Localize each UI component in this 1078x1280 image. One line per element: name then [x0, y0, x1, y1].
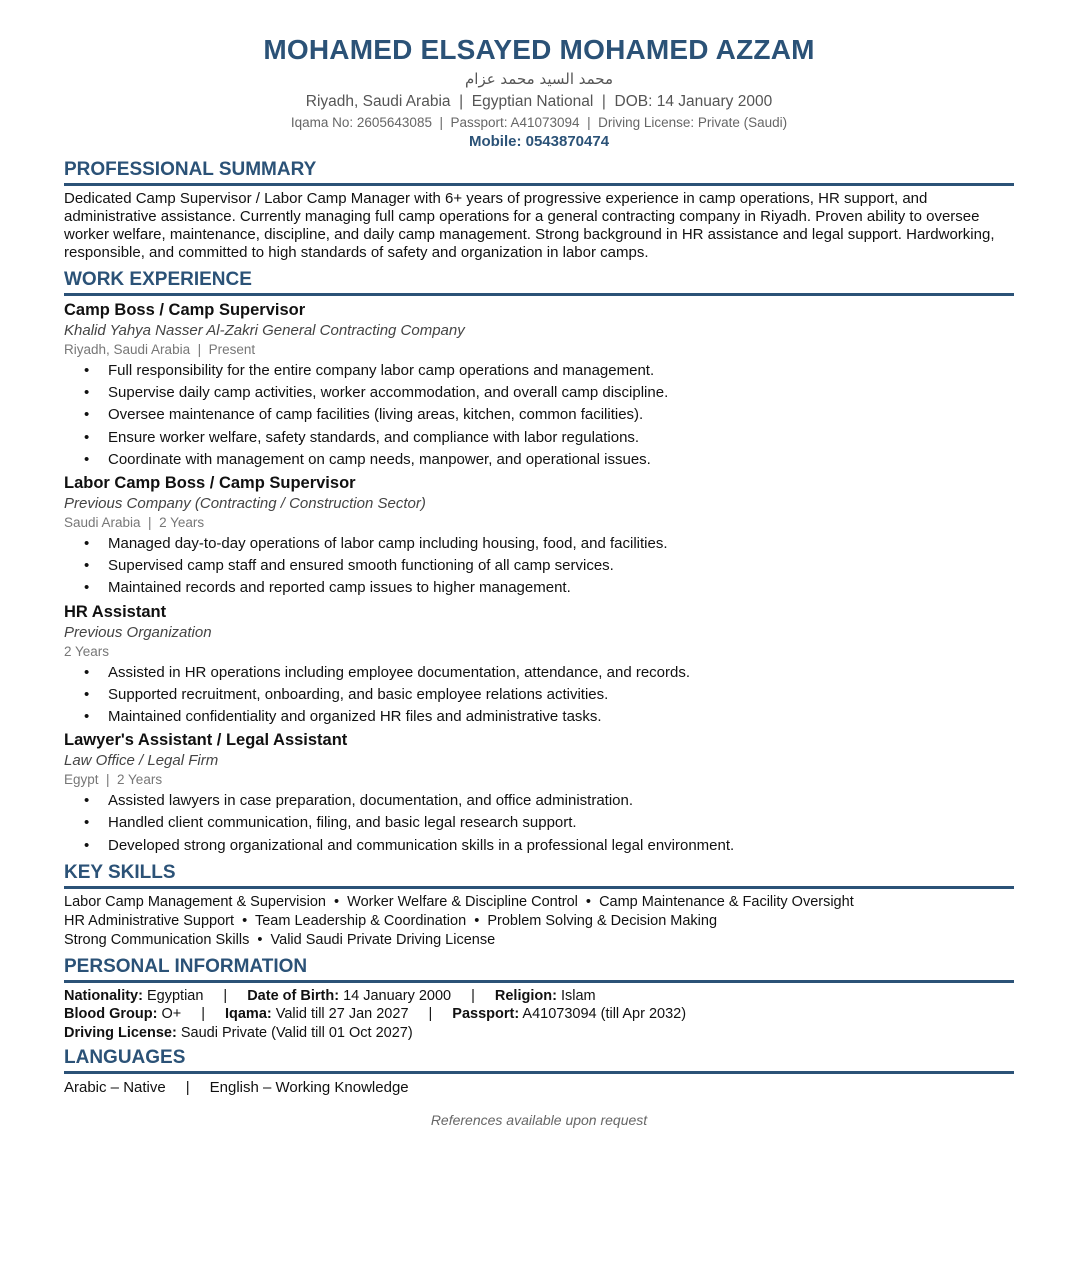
bullet-item: • Coordinate with management on camp needs, manpower, and operational issues.	[64, 449, 1014, 471]
separator: |	[471, 987, 475, 1004]
section-title-languages: LANGUAGES	[64, 1046, 1014, 1074]
bullet-item: • Supervised camp staff and ensured smooth functioning of all camp services.	[64, 555, 1014, 577]
job-bullets	[64, 790, 1014, 857]
skills-line: HR Administrative Support • Team Leadership & Coordination • Problem Solving & Decision Making	[64, 912, 718, 929]
religion-value: Islam	[560, 987, 596, 1004]
bullet-item: • Supported recruitment, onboarding, and basic employee relations activities.	[64, 684, 1014, 706]
job-entry	[64, 602, 1014, 729]
job-location: Egypt | 2 Years	[64, 772, 163, 788]
job-company: Law Office / Legal Firm	[64, 752, 219, 770]
job-entry	[64, 730, 1014, 857]
section-title-skills: KEY SKILLS	[64, 861, 1014, 889]
job-bullets	[64, 533, 1014, 600]
iqama-label: Iqama:	[224, 1006, 272, 1023]
job-company: Previous Company (Contracting / Construction Sector)	[64, 495, 426, 513]
separator: |	[223, 987, 228, 1004]
job-title: Labor Camp Boss / Camp Supervisor	[64, 474, 356, 493]
resume-body	[64, 158, 1014, 1128]
dob-value: 14 January 2000	[343, 987, 452, 1004]
bullet-item: • Maintained confidentiality and organized HR files and administrative tasks.	[64, 706, 1014, 728]
job-title: Camp Boss / Camp Supervisor	[64, 301, 306, 319]
personal-row	[64, 987, 1014, 1006]
iqama-value: Valid till 27 Jan 2027	[275, 1006, 409, 1023]
bullet-item: • Full responsibility for the entire company labor camp operations and management.	[64, 360, 1014, 382]
dob-label: Date of Birth:	[247, 987, 340, 1004]
passport-label: Passport:	[452, 1006, 520, 1023]
id-documents-line: Iqama No: 2605643085 | Passport: A41073094 | Driving License: Private (Saudi)	[290, 115, 788, 130]
job-title: Lawyer's Assistant / Legal Assistant	[64, 731, 348, 750]
bullet-item: • Assisted in HR operations including employee documentation, attendance, and records.	[64, 662, 1014, 684]
location-nationality-dob: Riyadh, Saudi Arabia | Egyptian National | DOB: 14 January 2000	[305, 93, 773, 110]
blood-group-value: O+	[161, 1006, 182, 1023]
skills-line: Labor Camp Management & Supervision • Worker Welfare & Discipline Control • Camp Maintenance & Facility Oversight	[64, 893, 854, 910]
section-title-summary: PROFESSIONAL SUMMARY	[64, 158, 1014, 186]
key-skills	[64, 893, 1014, 950]
candidate-name: MOHAMED ELSAYED MOHAMED AZZAM	[263, 34, 815, 65]
bullet-item: • Managed day-to-day operations of labor camp including housing, food, and facilities.	[64, 533, 1014, 555]
personal-information	[64, 987, 1014, 1043]
job-location: Riyadh, Saudi Arabia | Present	[64, 342, 256, 357]
language-arabic: Arabic – Native	[64, 1079, 166, 1097]
job-title: HR Assistant	[64, 602, 167, 621]
job-entry	[64, 473, 1014, 600]
personal-row	[64, 1024, 1014, 1043]
separator: |	[201, 1006, 205, 1023]
bullet-item: • Handled client communication, filing, and basic legal research support.	[64, 812, 1014, 834]
bullet-item: • Ensure worker welfare, safety standards, and compliance with labor regulations.	[64, 427, 1014, 449]
separator: |	[428, 1006, 433, 1023]
job-location: Saudi Arabia | 2 Years	[64, 515, 205, 531]
driving-license-value: Saudi Private (Valid till 01 Oct 2027)	[180, 1024, 413, 1041]
bullet-item: • Oversee maintenance of camp facilities (living areas, kitchen, common facilities).	[64, 404, 1014, 426]
job-bullets	[64, 662, 1014, 729]
candidate-arabic-name: محمد السيد محمد عزام	[464, 70, 614, 88]
driving-license-label: Driving License:	[64, 1024, 177, 1041]
bullet-item: • Developed strong organizational and communication skills in a professional legal environment.	[64, 835, 1014, 857]
references-note: References available upon request	[430, 1112, 648, 1129]
job-company: Previous Organization	[64, 623, 212, 641]
separator: |	[185, 1079, 190, 1097]
nationality-label: Nationality:	[64, 987, 143, 1004]
professional-summary: Dedicated Camp Supervisor / Labor Camp Manager with 6+ years of progressive experience in camp operations, HR support, and administrative assistance. Currently managing full camp operations for a general contracting company in Riyadh. Proven ability to oversee worker welfare, maintenance, discipline, and daily camp management. Strong background in HR assistance and legal support. Hardworking, responsible, and committed to high standards of safety and organization in labor camps.	[64, 190, 995, 261]
section-title-experience: WORK EXPERIENCE	[64, 268, 1014, 296]
bullet-item: • Maintained records and reported camp issues to higher management.	[64, 577, 1014, 599]
personal-row	[64, 1005, 1014, 1024]
languages-row	[64, 1078, 1014, 1098]
skills-line: Strong Communication Skills • Valid Saudi Private Driving License	[64, 931, 496, 948]
job-entry	[64, 300, 1014, 471]
nationality-value: Egyptian	[146, 987, 204, 1004]
job-company: Khalid Yahya Nasser Al-Zakri General Contracting Company	[64, 322, 465, 339]
job-location: 2 Years	[64, 643, 110, 659]
mobile-number: Mobile: 0543870474	[468, 133, 610, 150]
resume-header	[0, 0, 1078, 152]
passport-value: A41073094 (till Apr 2032)	[522, 1006, 687, 1023]
job-bullets	[64, 360, 1014, 471]
religion-label: Religion:	[494, 987, 557, 1004]
language-english: English – Working Knowledge	[209, 1079, 409, 1097]
bullet-item: • Assisted lawyers in case preparation, documentation, and office administration.	[64, 790, 1014, 812]
section-title-personal: PERSONAL INFORMATION	[64, 955, 1014, 983]
bullet-item: • Supervise daily camp activities, worker accommodation, and overall camp discipline.	[64, 382, 1014, 404]
blood-group-label: Blood Group:	[64, 1006, 158, 1023]
